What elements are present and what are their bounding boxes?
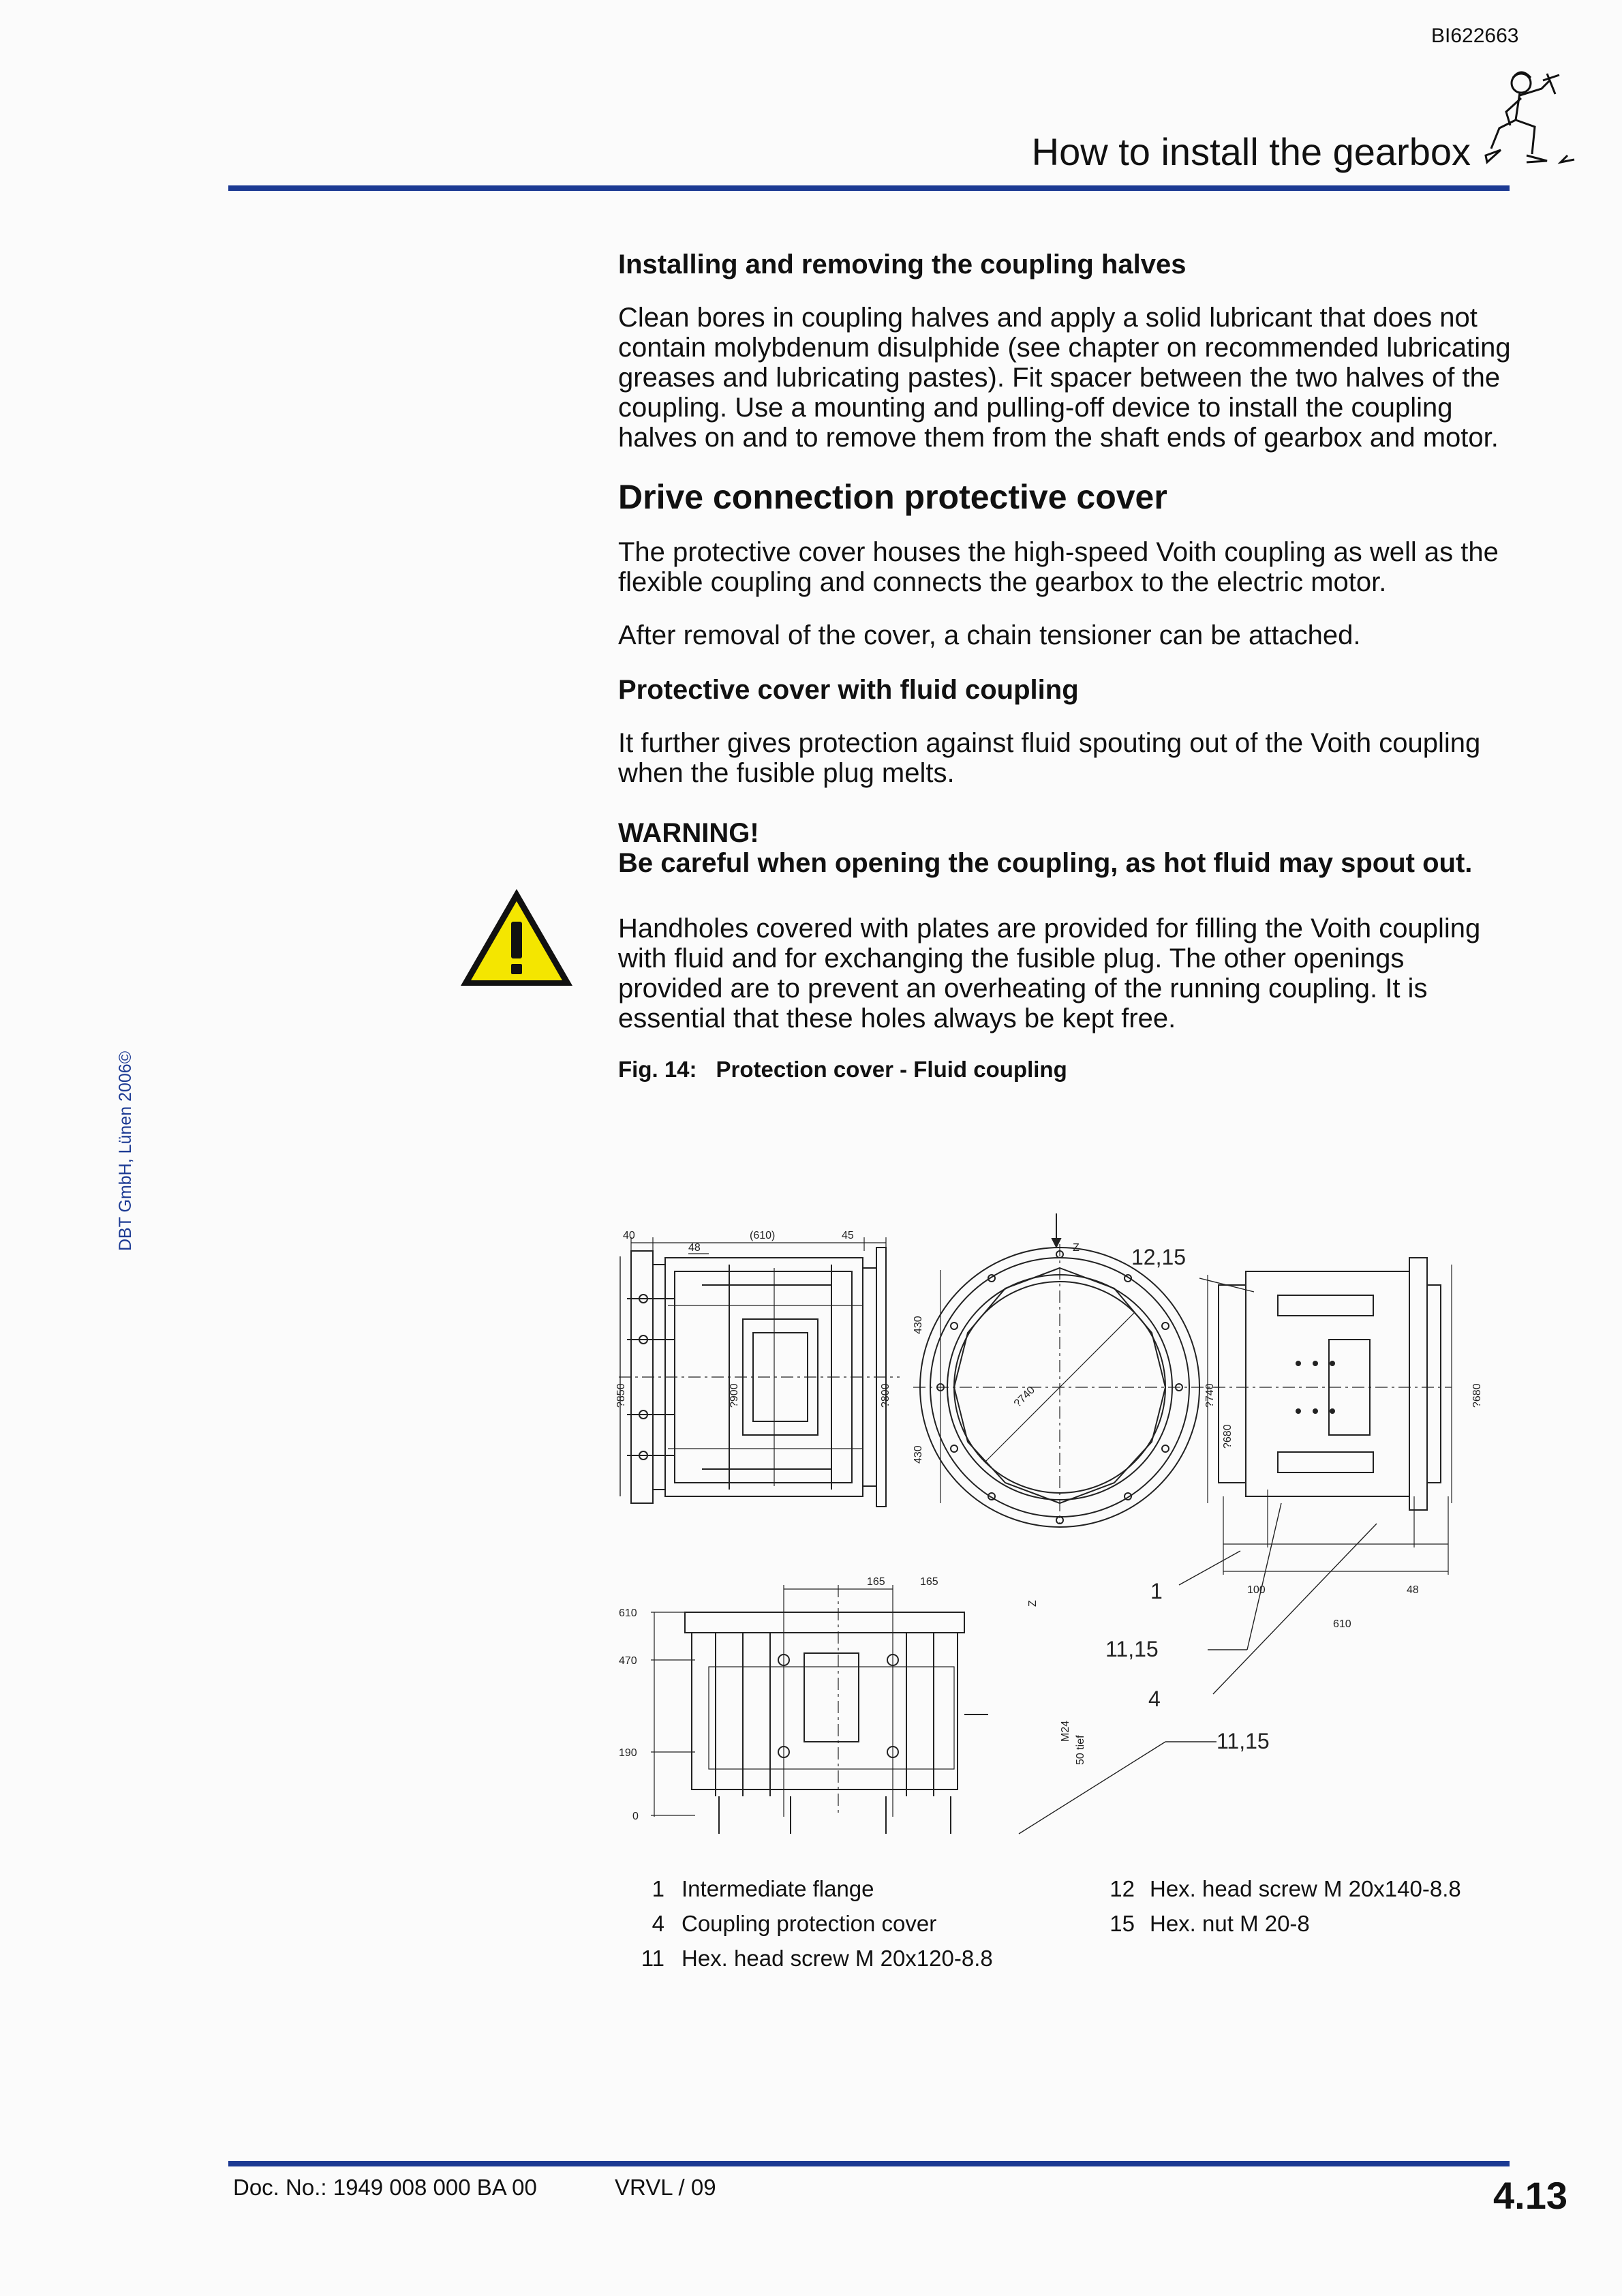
document-id: BI622663 (1431, 25, 1519, 47)
figure-title: Protection cover - Fluid coupling (716, 1057, 1067, 1082)
warning-title: WARNING! (618, 818, 759, 848)
dim-740-b: ?740 (1204, 1383, 1216, 1408)
copyright-note: DBT GmbH, Lünen 2006© (116, 1051, 135, 1251)
legend-number: 1 (652, 1876, 664, 1901)
legend-number: 4 (652, 1911, 664, 1936)
dim-610-paren: (610) (750, 1230, 776, 1241)
legend-text: Hex. nut M 20-8 (1150, 1911, 1310, 1936)
page-title: How to install the gearbox (1031, 130, 1471, 173)
legend-number: 12 (1110, 1876, 1135, 1901)
legend-number: 15 (1110, 1911, 1135, 1936)
dim-610-c: 610 (619, 1607, 637, 1619)
section-view-right (1213, 1258, 1452, 1575)
document-version: VRVL / 09 (615, 2175, 716, 2200)
legend-number: 11 (641, 1946, 664, 1971)
main-content (618, 248, 1511, 1083)
coupling-halves-heading: Installing and removing the coupling halves (618, 250, 1187, 280)
dim-740-a: ?740 (1011, 1384, 1037, 1410)
legend-text: Hex. head screw M 20x140-8.8 (1150, 1876, 1461, 1901)
dim-z-1: Z (1073, 1242, 1080, 1254)
warning-text: Be careful when opening the coupling, as hot fluid may spout out. (618, 848, 1473, 878)
dim-48-b: 48 (1407, 1584, 1419, 1596)
dim-48: 48 (688, 1242, 701, 1254)
dim-470: 470 (619, 1655, 637, 1667)
dim-m24: M24 (1060, 1720, 1071, 1742)
page-number: 4.13 (1493, 2174, 1567, 2217)
footer-rule (228, 2161, 1510, 2166)
callout-11-15-b: 11,15 (1216, 1729, 1270, 1753)
side-view-left (619, 1237, 900, 1507)
dim-680-a: ?680 (1222, 1424, 1234, 1449)
fluid-coupling-heading: Protective cover with fluid coupling (618, 675, 1079, 705)
handholes-text: Handholes covered with plates are provided for filling the Voith coupling with fluid and for exchanging the fusible plug. The other openings provided are to prevent an overheating of the running coupling. It is essential that these holes always be kept free. (618, 913, 1481, 1033)
dim-900: ?900 (729, 1383, 740, 1408)
figure-label: Fig. 14: (618, 1057, 697, 1082)
technical-drawing (613, 1203, 1513, 1851)
top-view-bottom (651, 1585, 988, 1834)
worker-mascot-icon (1479, 60, 1581, 176)
legend-text: Intermediate flange (682, 1876, 874, 1901)
legend-text: Coupling protection cover (682, 1911, 937, 1936)
dim-430-b: 430 (913, 1445, 924, 1464)
warning-triangle-icon (458, 886, 575, 988)
callout-12-15: 12,15 (1131, 1245, 1187, 1269)
dim-45: 45 (842, 1230, 854, 1241)
dim-z-2: Z (1027, 1600, 1039, 1607)
drive-cover-text-1: The protective cover houses the high-speed Voith coupling as well as the flexible coupling and connects the gearbox to the electric motor. (618, 537, 1499, 597)
dim-190: 190 (619, 1747, 637, 1759)
dim-0: 0 (632, 1811, 639, 1822)
dim-610-b: 610 (1333, 1618, 1351, 1630)
callout-4: 4 (1148, 1687, 1161, 1711)
document-number: Doc. No.: 1949 008 000 BA 00 (233, 2175, 537, 2200)
fluid-coupling-text: It further gives protection against fluid spouting out of the Voith coupling when the fusible plug melts. (618, 728, 1481, 788)
figure-caption (618, 1057, 1511, 1083)
dim-50-tief: 50 tief (1075, 1735, 1086, 1765)
callout-1: 1 (1150, 1579, 1163, 1603)
drive-cover-text-2: After removal of the cover, a chain tensioner can be attached. (618, 620, 1361, 650)
coupling-halves-text: Clean bores in coupling halves and apply a solid lubricant that does not contain molybdenum disulphide (see chapter on recommended lubricating greases and lubricating pastes). Fit spacer between the two halves of the coupling. Use a mounting and pulling-off device to install the coupling halves on and to remove them from the shaft ends of gearbox and motor. (618, 303, 1511, 453)
header-rule (228, 185, 1510, 191)
dim-165-b: 165 (920, 1576, 938, 1588)
dim-100: 100 (1247, 1584, 1266, 1596)
dim-800: ?800 (880, 1383, 891, 1408)
dim-165-a: 165 (867, 1576, 885, 1588)
dim-430-a: 430 (913, 1316, 924, 1334)
drive-cover-heading: Drive connection protective cover (618, 478, 1167, 516)
dim-40: 40 (623, 1230, 635, 1241)
dim-680-b: ?680 (1471, 1383, 1483, 1408)
callout-11-15-a: 11,15 (1105, 1637, 1159, 1661)
legend-text: Hex. head screw M 20x120-8.8 (682, 1946, 993, 1971)
dim-850: ?850 (615, 1383, 627, 1408)
